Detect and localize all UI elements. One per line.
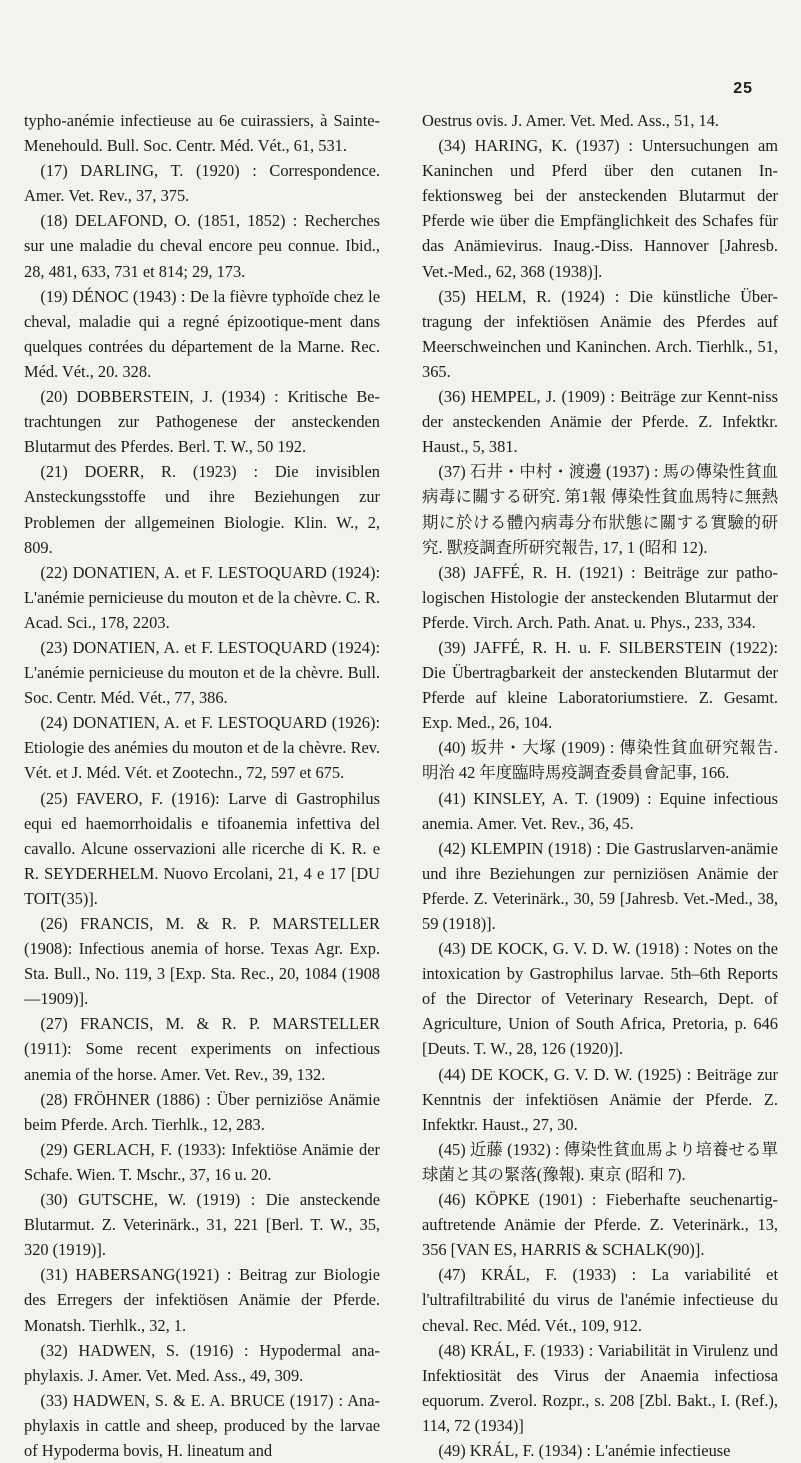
- reference-entry: (28) FRÖHNER (1886) : Über perniziöse Anämie beim Pferde. Arch. Tierhlk., 12, 283.: [24, 1089, 380, 1134]
- right-column: [422, 108, 778, 1463]
- reference-entry: (20) DOBBERSTEIN, J. (1934) : Kritische Be-trachtungen zur Pathogenese der ansteckenden Blutarmut des Pferdes. Berl. T. W., 50 192.: [24, 387, 380, 457]
- reference-entry: (32) HADWEN, S. (1916) : Hypodermal ana-phylaxis. J. Amer. Vet. Med. Ass., 49, 309.: [24, 1340, 380, 1385]
- reference-entry: (19) DÉNOC (1943) : De la fièvre typhoïde chez le cheval, maladie qui a regné épizootique-ment dans quelques contrées du département de la Marne. Rec. Méd. Vét., 20. 328.: [24, 286, 380, 381]
- reference-entry: (36) HEMPEL, J. (1909) : Beiträge zur Kennt-niss der ansteckenden Anämie der Pferde. Z. Infektkr. Haust., 5, 381.: [422, 387, 778, 457]
- reference-entry: (41) KINSLEY, A. T. (1909) : Equine infectious anemia. Amer. Vet. Rev., 36, 45.: [422, 788, 778, 833]
- reference-entry: (22) DONATIEN, A. et F. LESTOQUARD (1924): L'anémie pernicieuse du mouton et de la chèvre. C. R. Acad. Sci., 178, 2203.: [24, 562, 380, 632]
- page-number: 25: [733, 80, 753, 97]
- reference-entry: (42) KLEMPIN (1918) : Die Gastruslarven-anämie und ihre Beziehungen zur perniziösen Anämie der Pferde. Z. Veterinärk., 30, 59 [Jahresb. Vet.-Med., 38, 59 (1918)].: [422, 838, 778, 933]
- reference-entry: (29) GERLACH, F. (1933): Infektiöse Anämie der Schafe. Wien. T. Mschr., 37, 16 u. 20.: [24, 1139, 380, 1184]
- reference-entry: (24) DONATIEN, A. et F. LESTOQUARD (1926): Etiologie des anémies du mouton et de la chèvre. Rev. Vét. et J. Méd. Vét. et Zootechn., 72, 597 et 675.: [24, 713, 380, 783]
- reference-entry: (27) FRANCIS, M. & R. P. MARSTELLER (1911): Some recent experiments on infectious anemia of the horse. Amer. Vet. Rev., 39, 132.: [24, 1014, 380, 1084]
- reference-entry: (47) KRÁL, F. (1933) : La variabilité et l'ultrafiltrabilité du virus de l'anémie infectieuse du cheval. Rec. Méd. Vét., 109, 912.: [422, 1265, 778, 1335]
- reference-entry: Oestrus ovis. J. Amer. Vet. Med. Ass., 51, 14.: [422, 111, 720, 130]
- reference-entry: (44) DE KOCK, G. V. D. W. (1925) : Beiträge zur Kenntnis der infektiösen Anämie der Pferde. Z. Infektkr. Haust., 27, 30.: [422, 1064, 778, 1134]
- reference-entry: (17) DARLING, T. (1920) : Correspondence. Amer. Vet. Rev., 37, 375.: [24, 161, 380, 206]
- reference-entry: (49) KRÁL, F. (1934) : L'anémie infectieuse: [438, 1440, 731, 1460]
- reference-entry: (25) FAVERO, F. (1916): Larve di Gastrophilus equi ed haemorrhoidalis e tifoanemia infettiva del cavallo. Alcune osservazioni alle ricerche di K. R. e R. SEYDERHELM. Nuovo Ercolani, 21, 4 e 17 [DU TOIT(35)].: [24, 788, 380, 908]
- reference-entry: (34) HARING, K. (1937) : Untersuchungen am Kaninchen und Pferd über den cutanen In-fektionsweg bei der ansteckenden Blutarmut der Pferde wie über die Empfänglichkeit des Schafes für das Anämievirus. Inaug.-Diss. Hannover [Jahresb. Vet.-Med., 62, 368 (1938)].: [422, 136, 778, 281]
- reference-entry: (26) FRANCIS, M. & R. P. MARSTELLER (1908): Infectious anemia of horse. Texas Agr. Exp. Sta. Bull., No. 119, 3 [Exp. Sta. Rec., 20, 1084 (1908—1909)].: [24, 914, 380, 1009]
- reference-entry: (18) DELAFOND, O. (1851, 1852) : Recherches sur une maladie du cheval encore peu connue. Ibid., 28, 481, 633, 731 et 814; 29, 173.: [24, 211, 380, 281]
- reference-entry: (33) HADWEN, S. & E. A. BRUCE (1917) : Ana-phylaxis in cattle and sheep, produced by the larvae of Hypoderma bovis, H. lineatum and: [24, 1390, 380, 1460]
- reference-entry: (43) DE KOCK, G. V. D. W. (1918) : Notes on the intoxication by Gastrophilus larvae. 5th–6th Reports of the Director of Veterinary Research, Dept. of Agriculture, Union of South Africa, Pretoria, p. 646 [Deuts. T. W., 28, 126 (1920)].: [422, 939, 778, 1059]
- reference-entry: (48) KRÁL, F. (1933) : Variabilität in Virulenz und Infektiosität des Virus der Anaemia infectiosa equorum. Zverol. Rozpr., s. 208 [Zbl. Bakt., I. (Ref.), 114, 72 (1934)]: [422, 1340, 778, 1435]
- reference-entry: (37) 石井・中村・渡邊 (1937) : 馬の傳染性貧血病毒に關する研究. 第1報 傳染性貧血馬特に無熱期に於ける體內病毒分布狀態に關する實驗的研究. 獸疫調査所研究報告, 17, 1 (昭和 12).: [422, 462, 778, 557]
- reference-entry: (40) 坂井・大塚 (1909) : 傳染性貧血研究報告. 明治 42 年度臨時馬疫調査委員會記事, 166.: [422, 738, 778, 783]
- reference-entry: (45) 近藤 (1932) : 傳染性貧血馬より培養せる單球菌と其の緊落(豫報). 東京 (昭和 7).: [422, 1139, 778, 1184]
- reference-entry: (30) GUTSCHE, W. (1919) : Die ansteckende Blutarmut. Z. Veterinärk., 31, 221 [Berl. T. W., 35, 320 (1919)].: [24, 1190, 380, 1260]
- reference-entry: (31) HABERSANG(1921) : Beitrag zur Biologie des Erregers der infektiösen Anämie der Pferde. Monatsh. Tierhlk., 32, 1.: [24, 1265, 380, 1335]
- reference-entry: typho-anémie infectieuse au 6e cuirassiers, à Sainte-Menehould. Bull. Soc. Centr. Méd. Vét., 61, 531.: [24, 111, 380, 156]
- reference-entry: (39) JAFFÉ, R. H. u. F. SILBERSTEIN (1922): Die Übertragbarkeit der ansteckenden Blutarmut der Pferde auf kleine Laboratoriumstiere. Z. Gesamt. Exp. Med., 26, 104.: [422, 637, 778, 733]
- left-column: [24, 108, 380, 1463]
- reference-entry: (46) KÖPKE (1901) : Fieberhafte seuchenartig-auftretende Anämie der Pferde. Z. Veterinärk., 13, 356 [VAN ES, HARRIS & SCHALK(90)].: [422, 1190, 778, 1260]
- reference-entry: (23) DONATIEN, A. et F. LESTOQUARD (1924): L'anémie pernicieuse du mouton et de la chèvre. Bull. Soc. Centr. Méd. Vét., 77, 386.: [24, 637, 380, 708]
- reference-entry: (38) JAFFÉ, R. H. (1921) : Beiträge zur patho-logischen Histologie der ansteckenden Blutarmut der Pferde. Virch. Arch. Path. Anat. u. Phys., 233, 334.: [422, 562, 778, 632]
- reference-entry: (35) HELM, R. (1924) : Die künstliche Über-tragung der infektiösen Anämie des Pferdes auf Meerschweinchen und Kaninchen. Arch. Tierhlk., 51, 365.: [422, 286, 778, 381]
- reference-entry: (21) DOERR, R. (1923) : Die invisiblen Ansteckungsstoffe und ihre Beziehungen zur Problemen der allgemeinen Biologie. Klin. W., 2, 809.: [24, 462, 380, 557]
